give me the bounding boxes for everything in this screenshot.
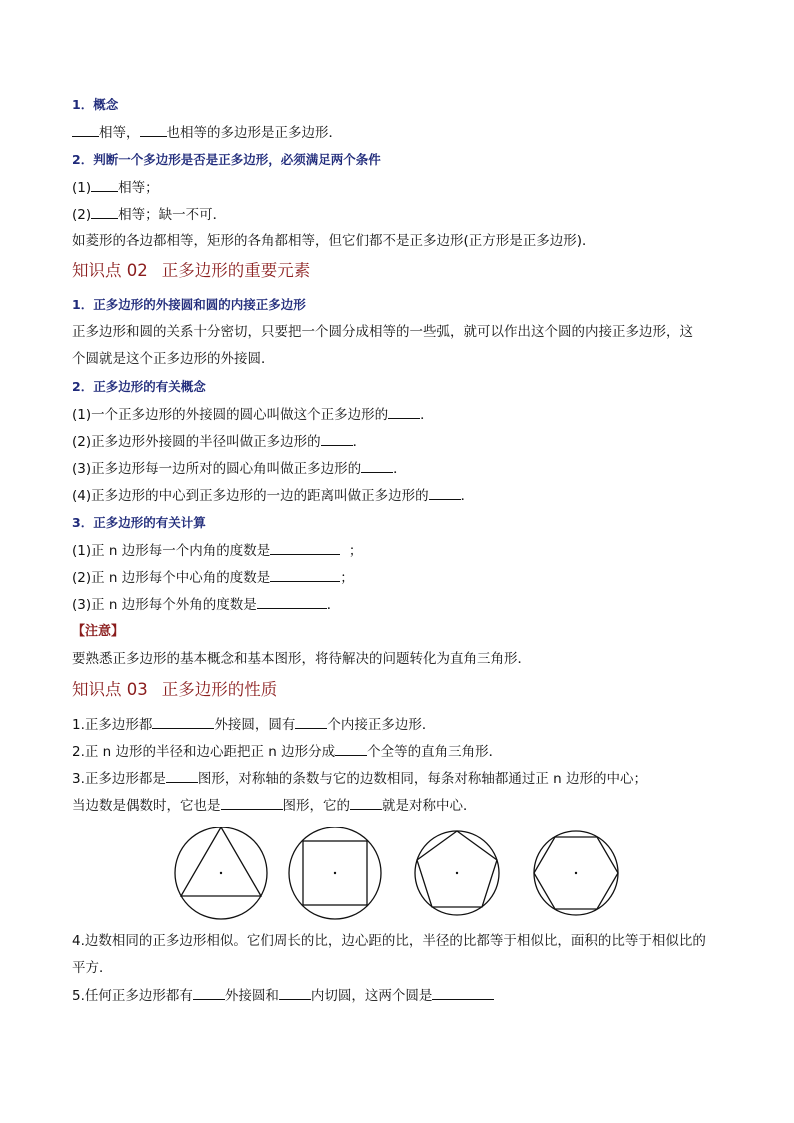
condition-2: (2) 相等；缺一不可． xyxy=(72,204,226,225)
property-2: 2.正 n 边形的半径和边心距把正 n 边形分成 个全等的直角三角形． xyxy=(72,741,502,762)
property-4: 4.边数相同的正多边形相似。它们周长的比，边心距的比，半径的比都等于相似比，面积的比等于相似比的 xyxy=(72,933,706,949)
definition-4: (4)正多边形的中心到正多边形的一边的距离叫做正多边形的 ． xyxy=(72,485,474,506)
fill-blank[interactable] xyxy=(321,431,353,446)
fill-blank[interactable] xyxy=(140,122,167,137)
fill-blank[interactable] xyxy=(429,485,461,500)
circle-inscribed-pentagon xyxy=(415,831,499,915)
calculation-2: (2)正 n 边形每个中心角的度数是 ； xyxy=(72,567,354,588)
circle-inscribed-hexagon xyxy=(534,831,618,915)
calculation-3: (3)正 n 边形每个外角的度数是 ． xyxy=(72,594,340,615)
paragraph-line: 个圆就是这个正多边形的外接圆． xyxy=(72,351,275,367)
property-3: 3.正多边形都是 图形，对称轴的条数与它的边数相同，每条对称轴都通过正 n 边形的中心； xyxy=(72,768,647,789)
example-text: 如菱形的各边都相等，矩形的各角都相等，但它们都不是正多边形(正方形是正多边形)． xyxy=(72,233,596,249)
concept-line: 相等， 也相等的多边形是正多边形． xyxy=(72,122,342,143)
circle-inscribed-triangle xyxy=(175,827,267,919)
definition-2: (2)正多边形外接圆的半径叫做正多边形的 ． xyxy=(72,431,366,452)
fill-blank[interactable] xyxy=(221,795,283,810)
fill-blank[interactable] xyxy=(350,795,382,810)
circle-inscribed-square xyxy=(289,827,381,919)
fill-blank[interactable] xyxy=(193,985,225,1000)
fill-blank[interactable] xyxy=(257,594,327,609)
fill-blank[interactable] xyxy=(335,741,367,756)
fill-blank[interactable] xyxy=(361,458,393,473)
calculation-1: (1)正 n 边形每一个内角的度数是 ； xyxy=(72,540,362,561)
note-text: 要熟悉正多边形的基本概念和基本图形，将待解决的问题转化为直角三角形． xyxy=(72,651,531,667)
fill-blank[interactable] xyxy=(152,714,214,729)
kp2-section-3-heading: 3．正多边形的有关计算 xyxy=(72,515,206,530)
fill-blank[interactable] xyxy=(91,204,118,219)
section-2-heading: 2．判断一个多边形是否是正多边形，必须满足两个条件 xyxy=(72,152,381,167)
property-3-continued: 当边数是偶数时，它也是 图形，它的 就是对称中心． xyxy=(72,795,477,816)
section-1-heading: 1．概念 xyxy=(72,97,119,112)
knowledge-point-03-heading: 知识点 03 正多边形的性质 xyxy=(72,680,278,699)
fill-blank[interactable] xyxy=(432,985,494,1000)
property-5: 5.任何正多边形都有 外接圆和 内切圆，这两个圆是 xyxy=(72,985,494,1006)
property-4-continued: 平方． xyxy=(72,960,113,976)
kp2-section-1-heading: 1．正多边形的外接圆和圆的内接正多边形 xyxy=(72,297,306,312)
definition-3: (3)正多边形每一边所对的圆心角叫做正多边形的 ． xyxy=(72,458,407,479)
fill-blank[interactable] xyxy=(388,404,420,419)
fill-blank[interactable] xyxy=(91,177,118,192)
fill-blank[interactable] xyxy=(166,768,198,783)
definition-1: (1)一个正多边形的外接圆的圆心叫做这个正多边形的 ． xyxy=(72,404,434,425)
fill-blank[interactable] xyxy=(279,985,311,1000)
note-label: 【注意】 xyxy=(72,624,125,639)
paragraph-line: 正多边形和圆的关系十分密切，只要把一个圆分成相等的一些弧，就可以作出这个圆的内接正多边形，这 xyxy=(72,324,693,340)
fill-blank[interactable] xyxy=(72,122,99,137)
kp2-section-2-heading: 2．正多边形的有关概念 xyxy=(72,379,206,394)
knowledge-point-02-heading: 知识点 02 正多边形的重要元素 xyxy=(72,261,311,280)
property-1: 1.正多边形都 外接圆，圆有 个内接正多边形． xyxy=(72,714,435,735)
fill-blank[interactable] xyxy=(295,714,327,729)
fill-blank[interactable] xyxy=(270,540,340,555)
inscribed-polygons-figure xyxy=(170,827,630,923)
fill-blank[interactable] xyxy=(270,567,340,582)
condition-1: (1) 相等； xyxy=(72,177,159,198)
